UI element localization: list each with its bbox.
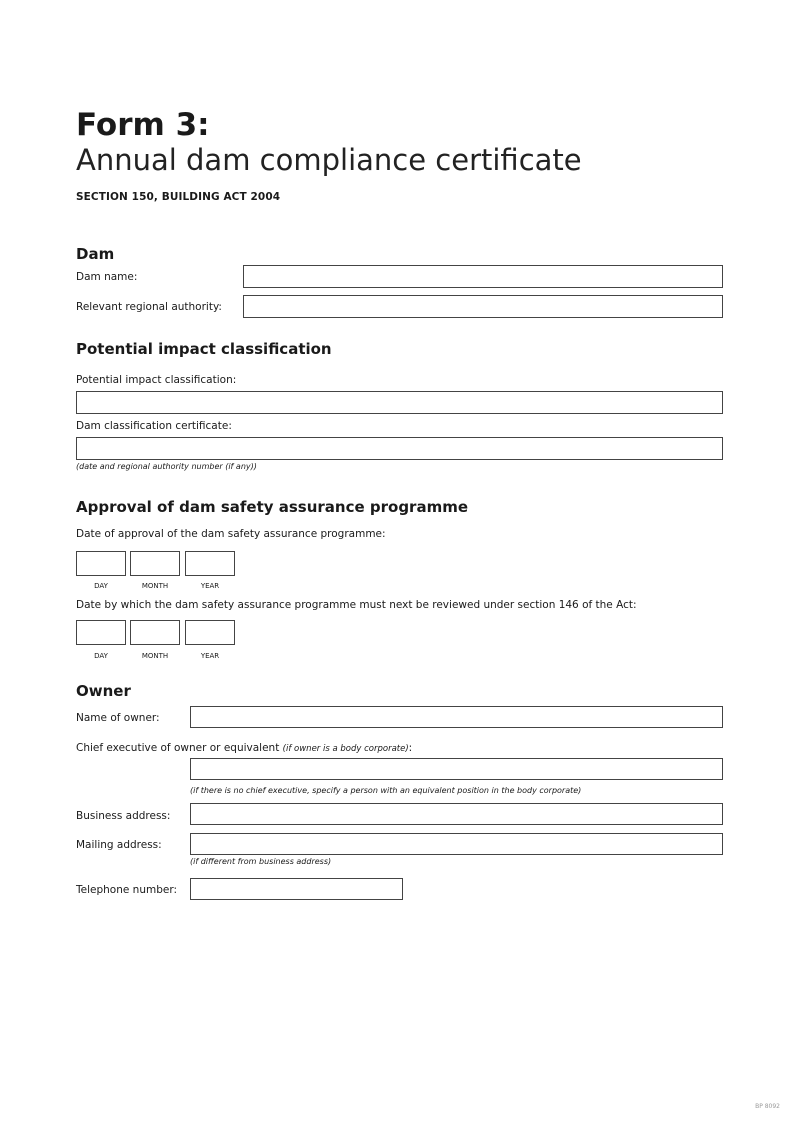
mailing-address-field[interactable] — [190, 833, 723, 855]
classification-certificate-label: Dam classification certificate: — [76, 420, 232, 432]
approval-day-field[interactable] — [76, 551, 126, 576]
review-day-field[interactable] — [76, 620, 126, 645]
mailing-address-label: Mailing address: — [76, 839, 162, 851]
review-day-caption: DAY — [94, 652, 108, 660]
owner-name-label: Name of owner: — [76, 712, 160, 724]
dam-name-label: Dam name: — [76, 271, 138, 283]
telephone-field[interactable] — [190, 878, 403, 900]
ceo-qualifier: (if owner is a body corporate) — [282, 744, 409, 754]
classification-field[interactable] — [76, 391, 723, 414]
regional-authority-label: Relevant regional authority: — [76, 301, 222, 313]
regional-authority-field[interactable] — [243, 295, 723, 318]
telephone-label: Telephone number: — [76, 884, 177, 896]
classification-label: Potential impact classification: — [76, 374, 237, 386]
approval-year-field[interactable] — [185, 551, 235, 576]
classification-heading: Potential impact classification — [76, 340, 332, 358]
ceo-colon: : — [408, 742, 413, 754]
form-title: Annual dam compliance certificate — [76, 143, 582, 177]
ceo-note: (if there is no chief executive, specify a person with an equivalent position in the body corporate) — [190, 786, 582, 795]
approval-month-caption: MONTH — [141, 582, 169, 590]
dam-name-field[interactable] — [243, 265, 723, 288]
approval-day-caption: DAY — [94, 582, 108, 590]
legal-reference: SECTION 150, BUILDING ACT 2004 — [76, 191, 281, 203]
approval-year-caption: YEAR — [200, 582, 220, 590]
ceo-field[interactable] — [190, 758, 723, 780]
dam-heading: Dam — [76, 245, 115, 263]
review-month-caption: MONTH — [141, 652, 169, 660]
review-year-field[interactable] — [185, 620, 235, 645]
ceo-label-text: Chief executive of owner or equivalent — [76, 742, 280, 754]
ceo-label — [76, 742, 412, 754]
review-date-label: Date by which the dam safety assurance programme must next be reviewed under section 146 of the Act: — [76, 599, 637, 611]
business-address-field[interactable] — [190, 803, 723, 825]
review-year-caption: YEAR — [200, 652, 220, 660]
approval-month-field[interactable] — [130, 551, 180, 576]
classification-certificate-field[interactable] — [76, 437, 723, 460]
business-address-label: Business address: — [76, 810, 171, 822]
approval-heading: Approval of dam safety assurance programme — [76, 498, 469, 516]
owner-heading: Owner — [76, 682, 131, 700]
approval-date-label: Date of approval of the dam safety assurance programme: — [76, 528, 386, 540]
mailing-note: (if different from business address) — [190, 857, 332, 866]
footer-code: BP 8092 — [755, 1103, 780, 1110]
owner-name-field[interactable] — [190, 706, 723, 728]
review-month-field[interactable] — [130, 620, 180, 645]
form-number: Form 3: — [76, 107, 210, 143]
certificate-note: (date and regional authority number (if any)) — [76, 462, 257, 471]
